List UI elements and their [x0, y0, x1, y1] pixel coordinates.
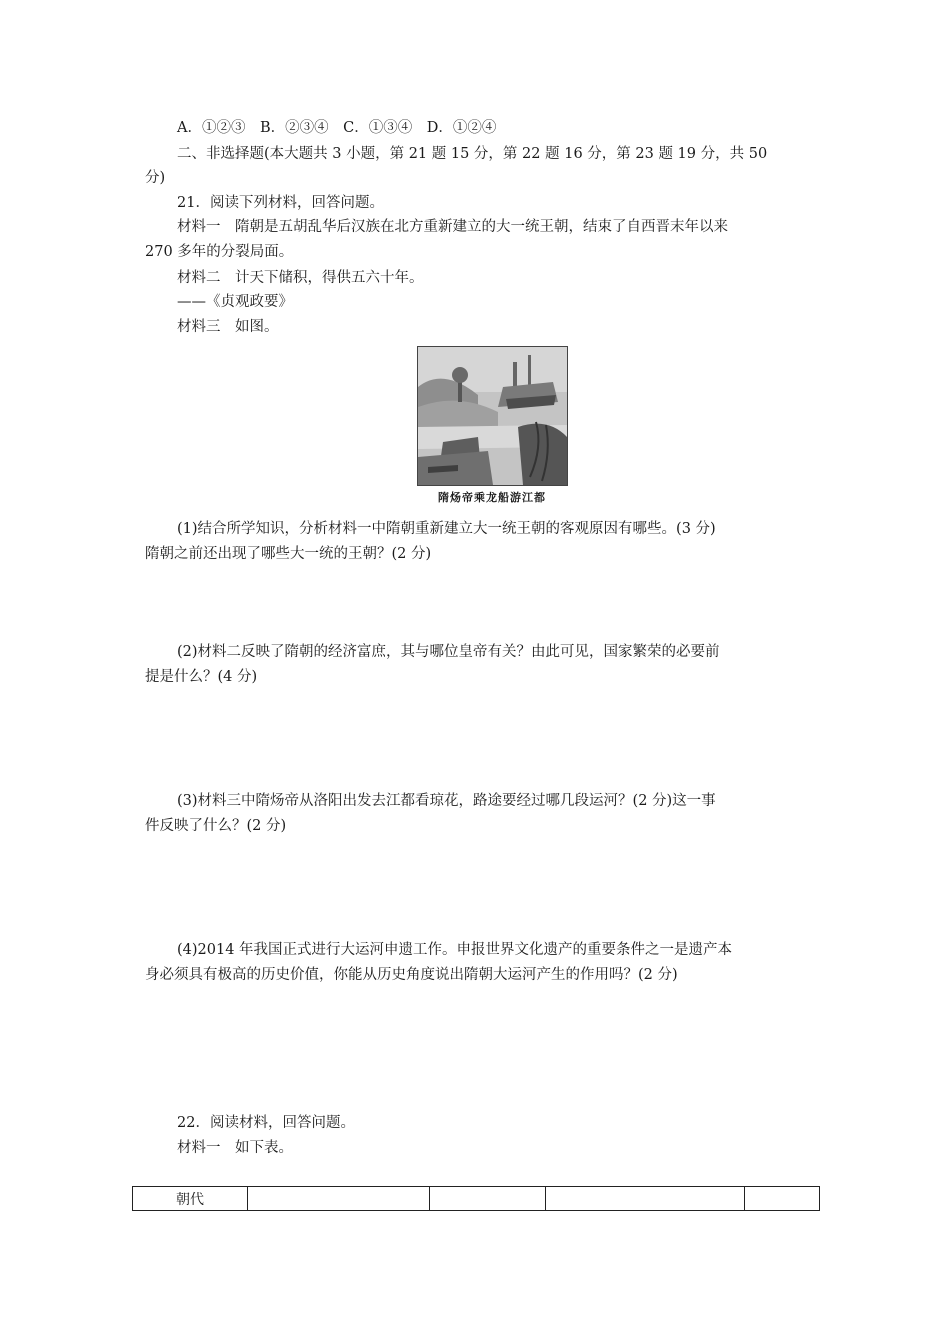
q22-material-1-text: 材料一 如下表。: [177, 1140, 293, 1156]
dragon-boat-painting: [417, 346, 568, 486]
sub-question-1-cont: 隋朝之前还出现了哪些大一统的王朝？(2 分): [145, 546, 432, 562]
material-2-source: ——《贞观政要》: [177, 294, 293, 310]
table-cell: 朝代: [133, 1187, 248, 1211]
table-cell: [430, 1187, 546, 1211]
sub-question-4: (4)2014 年我国正式进行大运河申遗工作。申报世界文化遗产的重要条件之一是遗产本: [177, 942, 733, 958]
question-21-stem: 21．阅读下列材料，回答问题。: [177, 195, 384, 211]
material-1-text: 材料一 隋朝是五胡乱华后汉族在北方重新建立的大一统王朝，结束了自西晋末年以来: [177, 219, 728, 235]
material-1-text-cont: 270 多年的分裂局面。: [145, 244, 294, 260]
painting-illustration: [418, 347, 567, 485]
question-22-stem: 22．阅读材料，回答问题。: [177, 1115, 355, 1131]
sub-question-2: (2)材料二反映了隋朝的经济富庶，其与哪位皇帝有关？由此可见，国家繁荣的必要前: [177, 644, 720, 660]
section-heading: 二、非选择题(本大题共 3 小题，第 21 题 15 分，第 22 题 16 分，第 23 题 19 分，共 50: [177, 146, 768, 162]
table-cell: [745, 1187, 820, 1211]
dynasty-table: [132, 1186, 820, 1211]
material-2-text: 材料二 计天下储积，得供五六十年。: [177, 270, 424, 286]
sub-question-3: (3)材料三中隋炀帝从洛阳出发去江都看琼花，路途要经过哪几段运河？(2 分)这一事: [177, 793, 716, 809]
table-row: [133, 1187, 820, 1211]
sub-question-4-cont: 身必须具有极高的历史价值，你能从历史角度说出隋朝大运河产生的作用吗？(2 分): [145, 967, 678, 983]
sub-question-1: (1)结合所学知识，分析材料一中隋朝重新建立大一统王朝的客观原因有哪些。(3 分): [177, 521, 716, 537]
sub-question-3-cont: 件反映了什么？(2 分): [145, 818, 287, 834]
figure-caption: 隋炀帝乘龙船游江都: [438, 491, 546, 504]
table-cell: [546, 1187, 745, 1211]
material-3-text: 材料三 如图。: [177, 319, 279, 335]
sub-question-2-cont: 提是什么？(4 分): [145, 669, 258, 685]
section-heading-cont: 分): [145, 170, 166, 186]
table-cell: [248, 1187, 430, 1211]
answer-options: A．①②③ B．②③④ C．①③④ D．①②④: [177, 120, 497, 136]
